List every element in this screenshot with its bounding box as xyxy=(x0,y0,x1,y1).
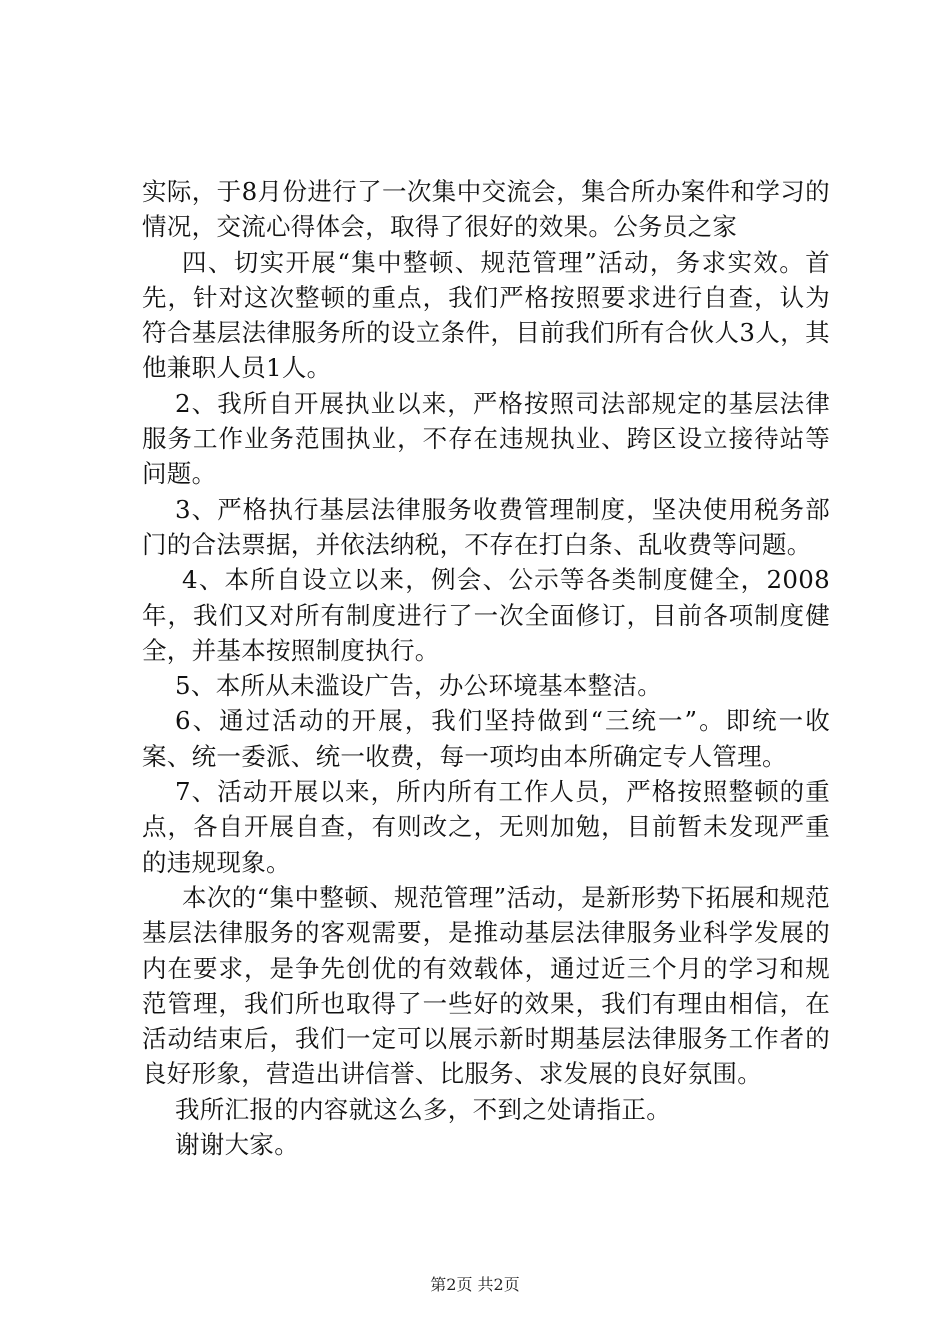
page-number-footer: 第2页 共2页 xyxy=(430,1275,520,1294)
paragraph-item-6: 6、通过活动的开展，我们坚持做到“三统一”。即统一收案、统一委派、统一收费，每一项均由本所确定专人管理。 xyxy=(142,706,830,771)
paragraph-continuation: 实际，于8月份进行了一次集中交流会，集合所办案件和学习的情况，交流心得体会，取得了很好的效果。公务员之家 xyxy=(142,177,830,242)
paragraph-thanks: 谢谢大家。 xyxy=(175,1130,299,1160)
paragraph-summary: 本次的“集中整顿、规范管理”活动，是新形势下拓展和规范基层法律服务的客观需要，是推动基层法律服务业科学发展的内在要求，是争先创优的有效载体，通过近三个月的学习和规范管理，我们所也取得了一些好的效果，我们有理由相信，在活动结束后，我们一定可以展示新时期基层法律服务工作者的良好形象，营造出讲信誉、比服务、求发展的良好氛围。 xyxy=(142,882,830,1089)
paragraph-item-5: 5、本所从未滥设广告，办公环境基本整洁。 xyxy=(175,671,663,701)
paragraph-item-3: 3、严格执行基层法律服务收费管理制度，坚决使用税务部门的合法票据，并依法纳税，不存在打白条、乱收费等问题。 xyxy=(142,494,830,559)
document-body xyxy=(142,174,830,1162)
paragraph-closing: 我所汇报的内容就这么多，不到之处请指正。 xyxy=(175,1094,671,1124)
paragraph-item-4: 4、本所自设立以来，例会、公示等各类制度健全，2008年，我们又对所有制度进行了一次全面修订，目前各项制度健全，并基本按照制度执行。 xyxy=(142,565,830,665)
paragraph-item-7: 7、活动开展以来，所内所有工作人员，严格按照整顿的重点，各自开展自查，有则改之，无则加勉，目前暂未发现严重的违规现象。 xyxy=(142,777,830,877)
paragraph-section-four: 四、切实开展“集中整顿、规范管理”活动，务求实效。首先，针对这次整顿的重点，我们严格按照要求进行自查，认为符合基层法律服务所的设立条件，目前我们所有合伙人3人，其他兼职人员1人。 xyxy=(142,247,830,383)
paragraph-item-2: 2、我所自开展执业以来，严格按照司法部规定的基层法律服务工作业务范围执业，不存在违规执业、跨区设立接待站等问题。 xyxy=(142,388,830,489)
